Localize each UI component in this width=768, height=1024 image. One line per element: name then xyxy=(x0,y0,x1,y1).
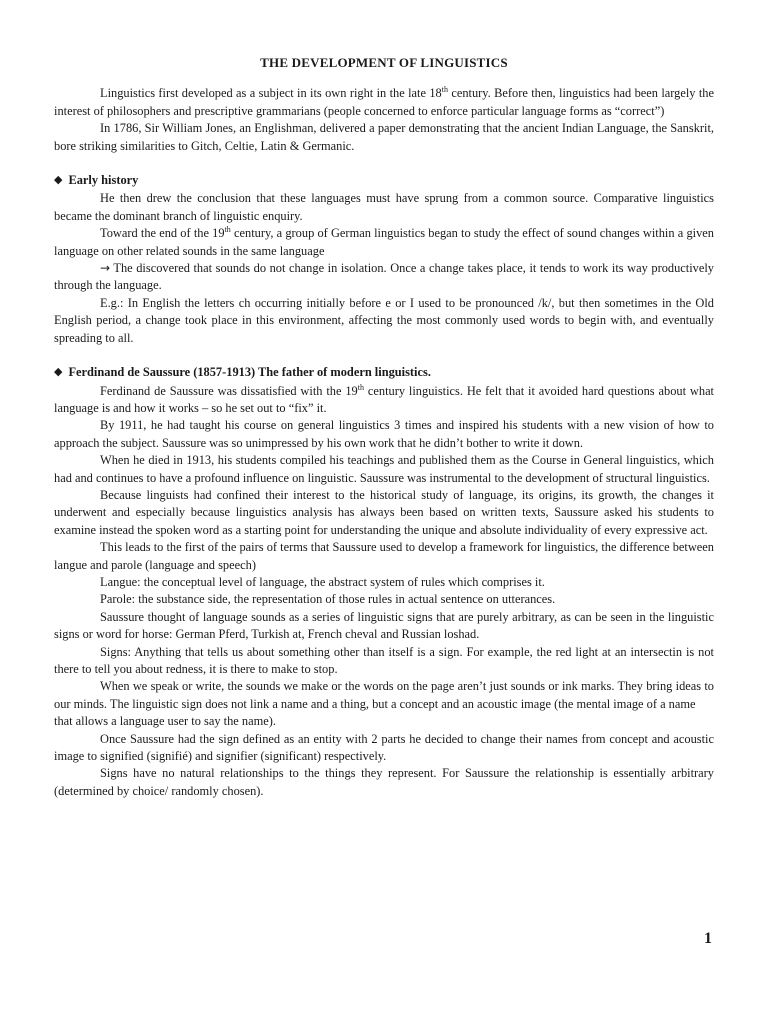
saussure-paragraph-7: Parole: the substance side, the representation of those rules in actual sentence on utterances. xyxy=(100,592,556,607)
diamond-bullet-icon: ◆ xyxy=(54,366,63,379)
right-arrow-icon: → xyxy=(100,261,111,276)
document-title: THE DEVELOPMENT OF LINGUISTICS xyxy=(260,55,508,70)
early-history-paragraph-1: He then drew the conclusion that these languages must have sprung from a common source. Comparative linguistics became the dominant branch of linguistic enquiry. xyxy=(54,191,714,223)
early-history-paragraph-3: → The discovered that sounds do not change in isolation. Once a change takes place, it tends to work its way productively through the language. xyxy=(54,261,714,293)
section-heading-early-history: ◆ Early history xyxy=(54,172,714,190)
document-page xyxy=(54,54,714,800)
section-heading-saussure: ◆ Ferdinand de Saussure (1857-1913) The father of modern linguistics. xyxy=(54,364,714,382)
early-history-paragraph-2: Toward the end of the 19th century, a group of German linguistics began to study the effect of sound changes within a given language on other related sounds in the same language xyxy=(54,225,714,258)
saussure-paragraph-3: When he died in 1913, his students compiled his teachings and published them as the Course in General linguistics, which had and continues to have a profound influence on linguistic. Saussure was instrumental to the development of structural linguistics. xyxy=(54,453,714,485)
saussure-paragraph-10: When we speak or write, the sounds we make or the words on the page aren’t just sounds or ink marks. They bring ideas to our minds. The linguistic sign does not link a name and a thing, but a concept and an acoustic image (the mental image of a name xyxy=(54,679,714,711)
saussure-paragraph-4: Because linguists had confined their interest to the historical study of language, its origins, its growth, the changes it underwent and especially because linguistics analysis has always been based on written texts, Saussure asked his students to examine instead the spoken word as a starting point for understanding the unique and absolute individuality of every expressive act. xyxy=(54,487,714,537)
saussure-paragraph-1: Ferdinand de Saussure was dissatisfied with the 19th century linguistics. He felt that it avoided hard questions about what language is and how it works – so he set out to “fix” it. xyxy=(54,382,715,415)
saussure-paragraph-9: Signs: Anything that tells us about something other than itself is a sign. For example, the red light at an intersectin is not there to tell you about redness, it is there to make to stop. xyxy=(54,644,714,676)
saussure-paragraph-13: Signs have no natural relationships to the things they represent. For Saussure the relationship is essentially arbitrary (determined by choice/ randomly chosen). xyxy=(54,766,714,798)
diamond-bullet-icon: ◆ xyxy=(54,174,63,187)
early-history-paragraph-4: E.g.: In English the letters ch occurring initially before e or I used to be pronounced /k/, but then sometimes in the Old English period, a change took place in this environment, affecting the most commonly used words to begin with, and eventually spreading to all. xyxy=(54,295,714,345)
saussure-paragraph-2: By 1911, he had taught his course on general linguistics 3 times and inspired his students with a new vision of how to approach the subject. Saussure was so unimpressed by his own work that he didn’t bother to write it down. xyxy=(54,418,714,450)
page-number: 1 xyxy=(704,930,712,947)
saussure-paragraph-6: Langue: the conceptual level of language, the abstract system of rules which comprises it. xyxy=(100,574,545,589)
saussure-paragraph-11: that allows a language user to say the name). xyxy=(54,714,276,729)
intro-paragraph-1: Linguistics first developed as a subject in its own right in the late 18th century. Before then, linguistics had been largely the interest of philosophers and prescriptive grammarians (people concerned to enforce particular language forms as “correct”) xyxy=(54,85,714,118)
intro-paragraph-2: In 1786, Sir William Jones, an Englishman, delivered a paper demonstrating that the ancient Indian Language, the Sanskrit, bore striking similarities to Gitch, Celtie, Latin & Germanic. xyxy=(54,121,714,153)
saussure-paragraph-8: Saussure thought of language sounds as a series of linguistic signs that are purely arbitrary, as can be seen in the linguistic signs or word for horse: German Pferd, Turkish at, French cheval and Russian loshad. xyxy=(54,609,714,642)
saussure-paragraph-5: This leads to the first of the pairs of terms that Saussure used to develop a framework for linguistics, the difference between langue and parole (language and speech) xyxy=(54,540,714,572)
saussure-paragraph-12: Once Saussure had the sign defined as an entity with 2 parts he decided to change their names from concept and acoustic image to signified (signifié) and signifier (significant) respectively. xyxy=(54,731,714,764)
